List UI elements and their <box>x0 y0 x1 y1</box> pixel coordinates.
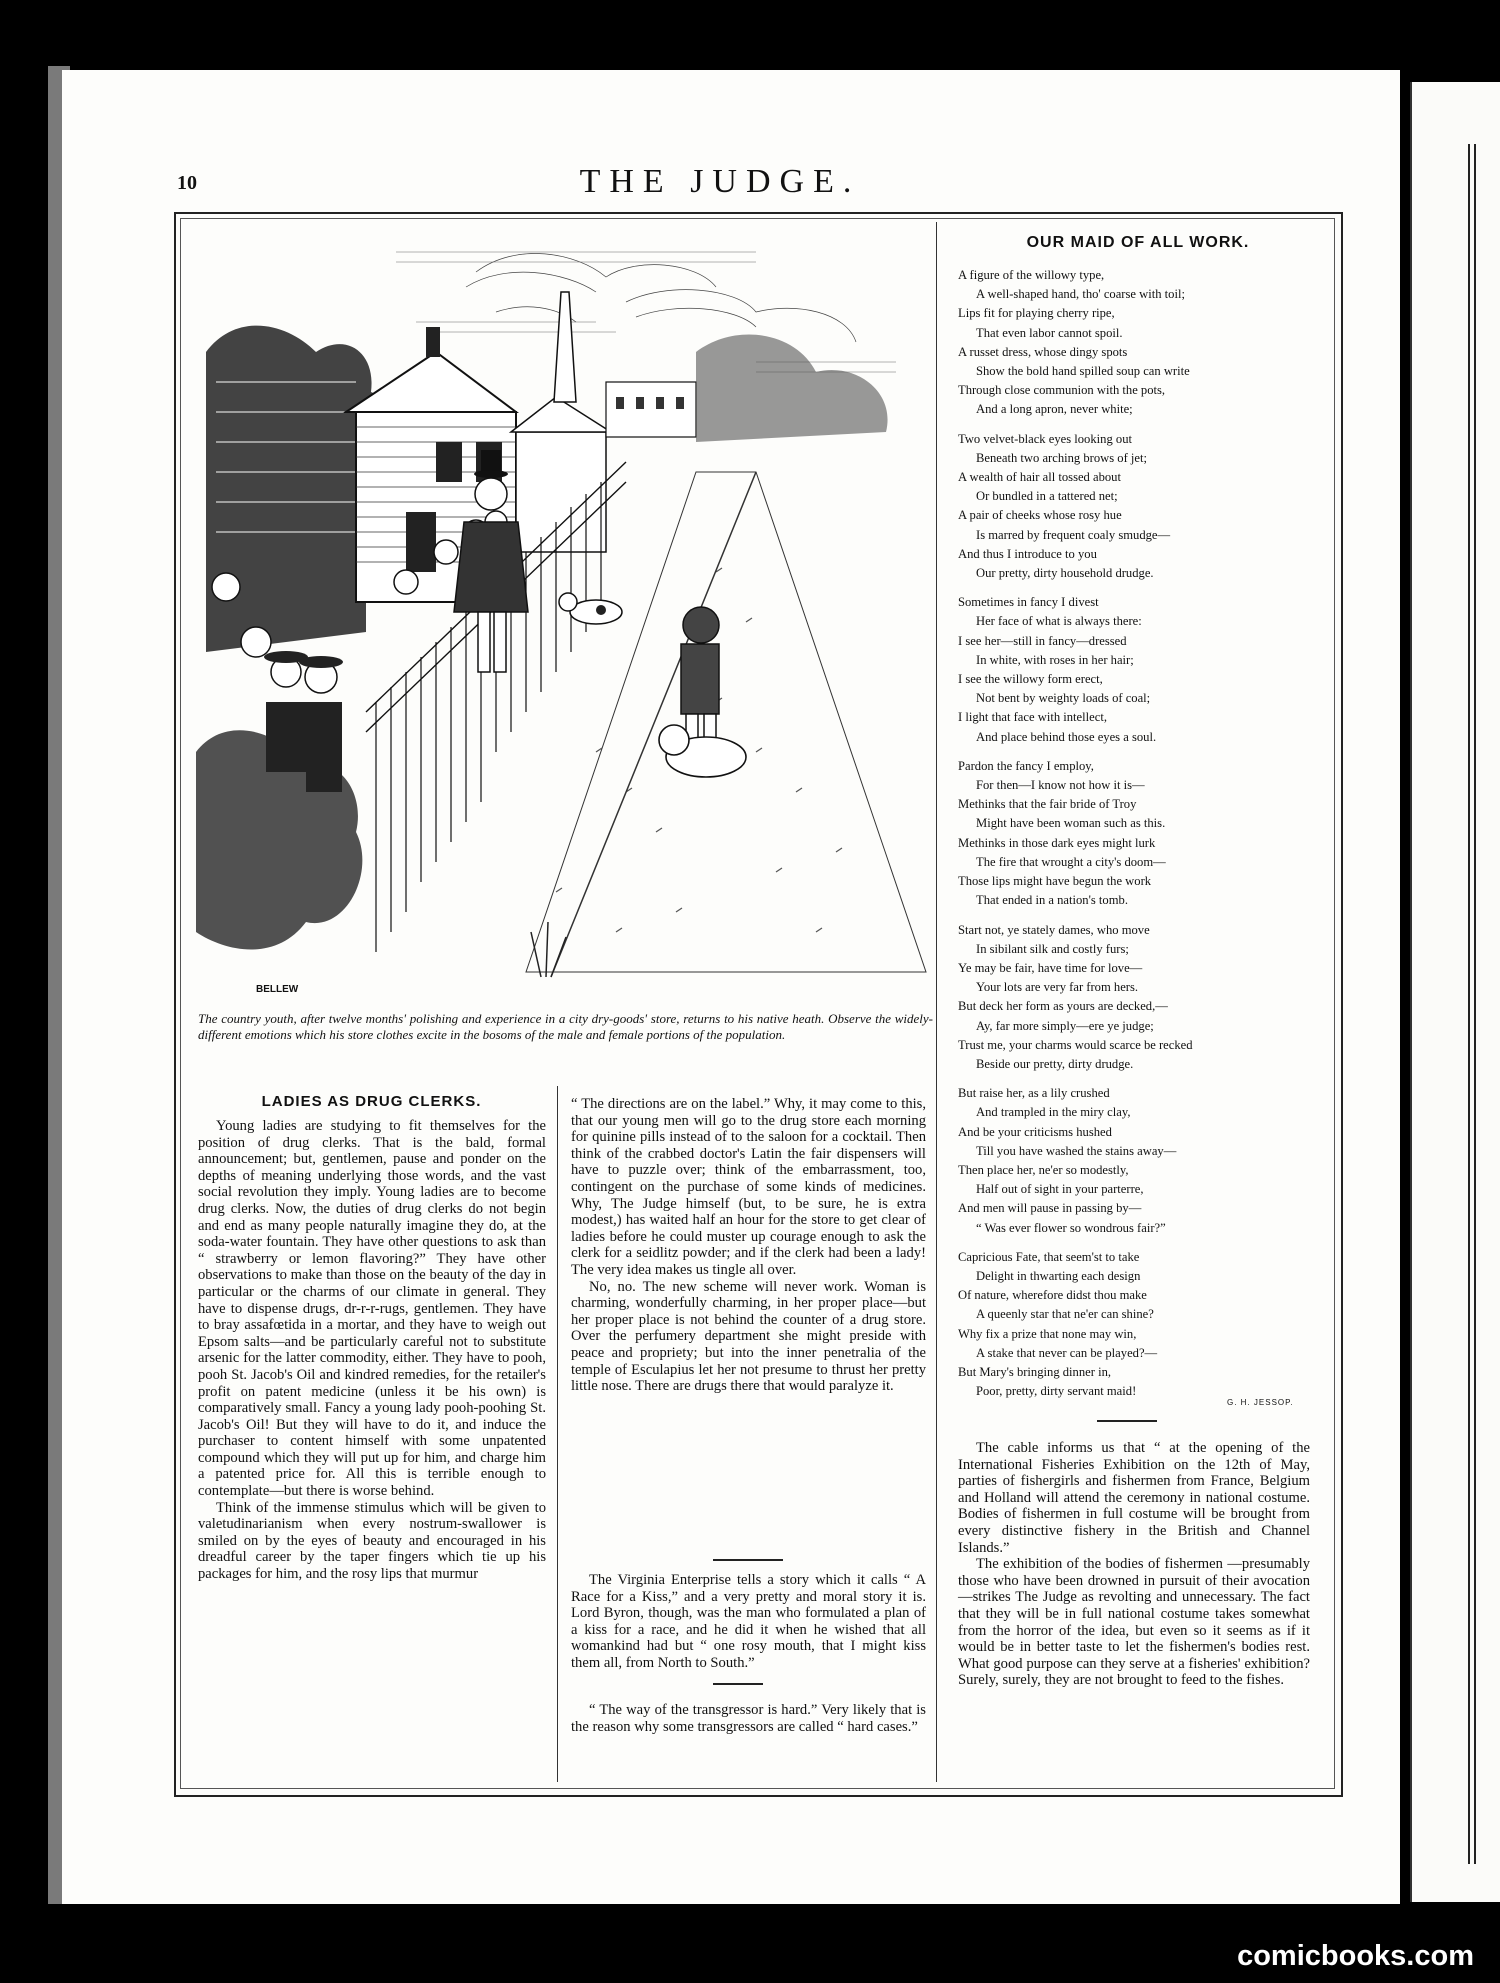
section-rule <box>1097 1420 1157 1422</box>
poem-line: “ Was ever flower so wondrous fair?” <box>976 1220 1166 1235</box>
poem-stanza <box>958 921 1320 1075</box>
poem-line: Methinks that the fair bride of Troy <box>958 797 1137 812</box>
poem-line: In white, with roses in her hair; <box>976 652 1134 667</box>
poem-line: But raise her, as a lily crushed <box>958 1086 1110 1101</box>
item-paragraph: The Virginia Enterprise tells a story which it calls “ A Race for a Kiss,” and a very pretty and moral story it is. Lord Byron, though, was the man who formulated a plan of a kiss for a race, and he did it when he wished that all womankind had but “ one rosy mouth, that I might kiss them all, from North to South.” <box>571 1572 926 1671</box>
poem-line: But Mary's bringing dinner in, <box>958 1364 1112 1379</box>
poem-line: Our pretty, dirty household drudge. <box>976 566 1154 581</box>
poem-line: And be your criticisms hushed <box>958 1124 1112 1139</box>
article-paragraph: Think of the immense stimulus which will be given to valetudinarianism when every nostrum-swallower is smiled on by the eyes of beauty and encouraged in his dreadful career by the taper fingers which tie up his packages for him, and the rosy lips that murmur <box>198 1499 546 1583</box>
article-heading-drug-clerks: LADIES AS DRUG CLERKS. <box>261 1093 482 1110</box>
poem-line: Two velvet-black eyes looking out <box>958 431 1132 446</box>
poem-line: I see the willowy form erect, <box>958 672 1103 687</box>
facing-page-rule <box>1468 144 1470 1864</box>
masthead-title: THE JUDGE. <box>579 163 861 200</box>
poem-line: And thus I introduce to you <box>958 546 1097 561</box>
poem-line: That ended in a nation's tomb. <box>976 893 1128 908</box>
poem-line: For then—I know not how it is— <box>976 778 1145 793</box>
poem-stanza <box>958 1084 1320 1238</box>
poem-line: Then place her, ne'er so modestly, <box>958 1162 1129 1177</box>
poem-line: Lips fit for playing cherry ripe, <box>958 306 1115 321</box>
page-number: 10 <box>177 172 197 194</box>
poem-line: Of nature, wherefore didst thou make <box>958 1288 1147 1303</box>
poem-line: Start not, ye stately dames, who move <box>958 922 1150 937</box>
poem-stanza <box>958 593 1320 747</box>
poem-line: Show the bold hand spilled soup can write <box>976 364 1190 379</box>
poem-line: And place behind those eyes a soul. <box>976 729 1157 744</box>
column-divider <box>936 222 937 1782</box>
poem-line: And men will pause in passing by— <box>958 1201 1142 1216</box>
item-paragraph: “ The way of the transgressor is hard.” Very likely that is the reason why some transgressors are called “ hard cases.” <box>571 1702 926 1735</box>
poem-line: Delight in thwarting each design <box>976 1268 1141 1283</box>
poem-line: Methinks in those dark eyes might lurk <box>958 835 1156 850</box>
item-virginia-enterprise <box>571 1572 926 1672</box>
poem-line: Her face of what is always there: <box>976 614 1142 629</box>
poem-line: And trampled in the miry clay, <box>976 1105 1131 1120</box>
country-youth-illustration <box>196 232 934 1000</box>
poem-line: Capricious Fate, that seem'st to take <box>958 1249 1140 1264</box>
poem-heading: OUR MAID OF ALL WORK. <box>1026 234 1250 251</box>
article-column-1 <box>198 1118 546 1583</box>
article-paragraph: Young ladies are studying to fit themselves for the position of drug clerks. That is the bald, formal announcement; but, gentlemen, pause and ponder on the depths of meaning underlying those words, and the vast social revolution they imply. Young ladies are to become drug clerks. Now, the duties of drug clerks do not begin and end as many people naturally imagine they do, at the soda-water fountain. They have other questions to ask than “ strawberry or lemon flavoring?” They have other observations to make than those on the beauty of the day in particular or the charms of our climate in general. They have to dispense drugs, dr-r-r-rugs, gentlemen. They have to bray assafœtida in a mortar, and they have to weigh out Epsom salts—and be particularly careful not to substitute arsenic for the latter commodity, either. They have to pooh, pooh St. Jacob's Oil and kindred remedies, for the retailer's profit on patent medicine (unless it be his own) is comparatively small. Fancy a young lady pooh-poohing St. Jacob's Oil! But they will have to do it, and induce the purchaser to content himself with some unpatented compound which they will put up for him, and charge him a patented price for. All this is terrible enough to contemplate—but there is worse behind. <box>198 1118 546 1500</box>
section-rule <box>713 1683 763 1685</box>
poem-line: Beside our pretty, dirty drudge. <box>976 1056 1134 1071</box>
article-column-2 <box>571 1096 926 1395</box>
poem-line: Why fix a prize that none may win, <box>958 1326 1137 1341</box>
item-paragraph: The exhibition of the bodies of fishermen —presumably those who have been drowned in pursuit of their avocation—strikes The Judge as revolting and unnecessary. The fact that they will be in full national costume takes somewhat from the horror of the idea, but even so it seems as if it would be in better taste to let the fishermen's bodies rest. What good purpose can they serve at a fisheries' exhibition? Surely, surely, they are not brought to feed to the fishes. <box>958 1556 1310 1689</box>
poem-line: Ay, far more simply—ere ye judge; <box>976 1018 1154 1033</box>
article-paragraph: “ The directions are on the label.” Why, it may come to this, that our young men will go to the drug store each morning for quinine pills instead of to the saloon for a cocktail. Then think of the crabbed doctor's Latin the fair dispensers will have to puzzle over; think of the embarrassment, too, contingent on the purchase of some kinds of medicines. Why, The Judge himself (but, to be sure, he is extra modest,) has waited half an hour for the store to get clear of ladies before he could muster up courage enough to ask the clerk for a seidlitz powder; and if the clerk had been a lady! The very idea makes us tingle all over. <box>571 1096 926 1278</box>
poem-line: Might have been woman such as this. <box>976 816 1166 831</box>
artist-signature: BELLEW <box>256 984 299 995</box>
item-transgressor <box>571 1702 926 1735</box>
poem-stanza <box>958 266 1320 420</box>
poem-line: Pardon the fancy I employ, <box>958 758 1094 773</box>
poem-line: And a long apron, never white; <box>976 402 1133 417</box>
poem-line: Trust me, your charms would scarce be recked <box>958 1037 1193 1052</box>
poem-line: Through close communion with the pots, <box>958 383 1166 398</box>
poem-line: A stake that never can be played?— <box>976 1345 1158 1360</box>
watermark: comicbooks.com <box>1237 1940 1474 1972</box>
poem-author: G. H. JESSOP. <box>1227 1398 1294 1407</box>
section-rule <box>713 1559 783 1561</box>
poem-line: Not bent by weighty loads of coal; <box>976 691 1151 706</box>
column-divider <box>557 1086 558 1782</box>
poem-line: Poor, pretty, dirty servant maid! <box>976 1384 1137 1399</box>
poem-line: I see her—still in fancy—dressed <box>958 633 1127 648</box>
poem-line: A figure of the willowy type, <box>958 268 1105 282</box>
poem-line: That even labor cannot spoil. <box>976 325 1123 340</box>
poem-line: In sibilant silk and costly furs; <box>976 941 1129 956</box>
poem-line: I light that face with intellect, <box>958 710 1107 725</box>
poem-stanza <box>958 757 1320 911</box>
poem-line: A pair of cheeks whose rosy hue <box>958 508 1122 523</box>
illustration-caption: The country youth, after twelve months' polishing and experience in a city dry-goods' store, returns to his native heath. Observe the widely-different emotions which his store clothes excite in the bosoms of the male and female portions of the population. <box>198 1011 933 1042</box>
poem-line: Or bundled in a tattered net; <box>976 489 1118 504</box>
poem-line: A queenly star that ne'er can shine? <box>976 1307 1154 1322</box>
poem-line: Till you have washed the stains away— <box>976 1143 1177 1158</box>
facing-page-rule <box>1474 144 1476 1864</box>
facing-page-edge <box>1410 82 1500 1902</box>
poem-line: A wealth of hair all tossed about <box>958 470 1121 485</box>
poem-our-maid-of-all-work <box>958 266 1320 1411</box>
poem-line: But deck her form as yours are decked,— <box>958 999 1168 1014</box>
poem-stanza <box>958 1248 1320 1402</box>
poem-line: The fire that wrought a city's doom— <box>976 854 1166 869</box>
poem-line: Those lips might have begun the work <box>958 874 1152 889</box>
poem-line: A well-shaped hand, tho' coarse with toil; <box>976 287 1185 302</box>
poem-line: Your lots are very far from hers. <box>976 980 1139 995</box>
poem-line: Ye may be fair, have time for love— <box>958 960 1143 975</box>
poem-stanza <box>958 430 1320 584</box>
item-fisheries <box>958 1440 1310 1689</box>
article-paragraph: No, no. The new scheme will never work. Woman is charming, wonderfully charming, in her proper place—but her proper place is not behind the counter of a drug store. Over the perfumery department she might preside with peace and propriety; but into the inner penetralia of the temple of Esculapius let her not presume to thrust her pretty little nose. There are drugs there that would paralyze it. <box>571 1278 926 1395</box>
poem-line: Beneath two arching brows of jet; <box>976 450 1148 465</box>
poem-line: A russet dress, whose dingy spots <box>958 344 1128 359</box>
poem-line: Half out of sight in your parterre, <box>976 1182 1144 1197</box>
item-paragraph: The cable informs us that “ at the opening of the International Fisheries Exhibition on the 12th of May, parties of fishergirls and fishermen from France, Belgium and Holland will attend the ceremony in national costume. Bodies of fishermen in full costume will be brought from every distinctive fishery in the British and Channel Islands.” <box>958 1440 1310 1556</box>
poem-line: Sometimes in fancy I divest <box>958 595 1099 610</box>
poem-line: Is marred by frequent coaly smudge— <box>976 527 1171 542</box>
